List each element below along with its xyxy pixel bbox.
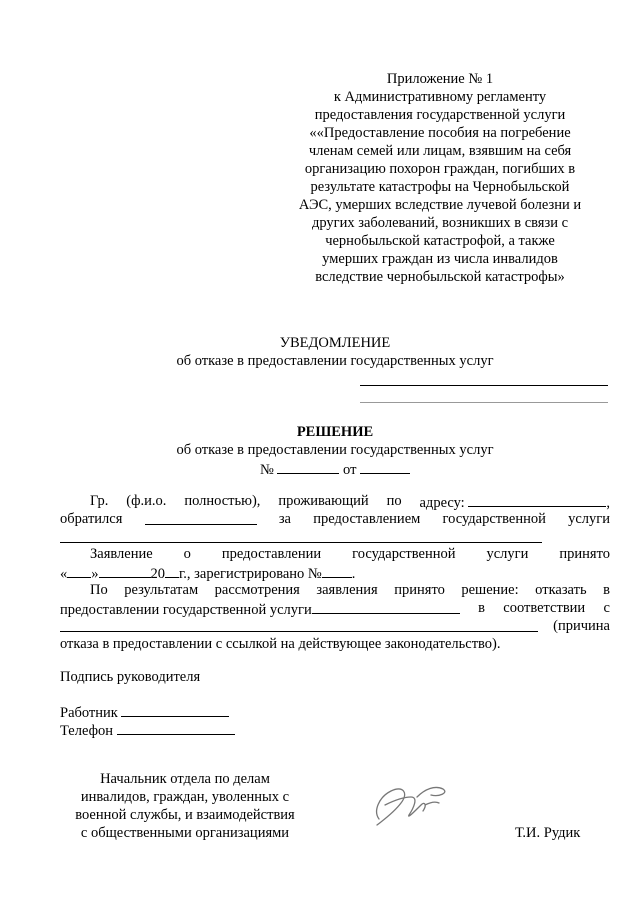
word: предоставлении (221, 546, 322, 562)
p3-line4: отказа в предоставлении с ссылкой на действующее законодательство). (60, 636, 501, 652)
word: отказать (535, 582, 587, 598)
word: за (278, 511, 291, 527)
position-line: военной службы, и взаимодействия (75, 807, 295, 823)
appendix-line: организацию похорон граждан, погибших в (304, 161, 576, 177)
appendix-line: других заболеваний, возникших в связи с (311, 215, 569, 231)
word: в (603, 582, 610, 598)
word: заявления (316, 582, 378, 598)
reason-blank (60, 617, 538, 632)
addressee-line (360, 385, 608, 386)
appendix-line: ««Предоставление пособия на погребение (309, 125, 571, 141)
p3-line2 (60, 599, 610, 619)
reg-number-blank (322, 563, 352, 578)
head-signature-label: Подпись руководителя (60, 669, 201, 685)
word: услуги (486, 546, 529, 562)
word: , (606, 495, 610, 511)
phone-label: Телефон (60, 723, 113, 739)
word: государственной (352, 546, 456, 562)
word: г., зарегистрировано № (179, 566, 322, 582)
p3-line1 (90, 581, 610, 599)
p1-line1 (90, 492, 610, 512)
word: по (386, 493, 402, 509)
official-name: Т.И. Рудик (515, 825, 581, 841)
word: « (60, 566, 68, 582)
address-blank (468, 492, 606, 507)
addressee-line-2 (360, 402, 608, 403)
decision-subtitle: об отказе в предоставлении государственных услуг (176, 442, 494, 458)
worker-label: Работник (60, 705, 118, 721)
word: 20 (150, 566, 165, 582)
p3-line3 (60, 617, 610, 637)
word: предоставлении государственной услуги (60, 602, 312, 618)
month-blank (99, 563, 151, 578)
notice-subtitle: об отказе в предоставлении государственных услуг (176, 353, 494, 369)
number-label: № (259, 462, 274, 478)
appendix-header (290, 70, 590, 286)
word: адресу: (419, 495, 465, 511)
address-blank-group (420, 492, 610, 512)
p2-line1 (90, 545, 610, 563)
appendix-line: АЭС, умерших вследствие лучевой болезни и (298, 197, 582, 213)
word: (ф.и.о. (126, 493, 167, 509)
service-line (60, 542, 542, 543)
position-line: инвалидов, граждан, уволенных с (80, 789, 290, 805)
p1-line2 (60, 510, 610, 528)
day-blank (67, 563, 91, 578)
service-blank (312, 599, 460, 614)
appendix-line: предоставления государственной услуги (314, 107, 566, 123)
word: предоставлением (313, 511, 421, 527)
word: принято (394, 582, 445, 598)
word: » (91, 566, 99, 582)
number-blank (277, 459, 339, 474)
worker-blank (121, 702, 229, 717)
handwritten-signature (365, 775, 455, 840)
word: государственной (442, 511, 546, 527)
word: По (90, 582, 108, 598)
word: рассмотрения (214, 582, 300, 598)
word: о (183, 546, 191, 562)
worker-line (60, 702, 229, 722)
word: результатам (124, 582, 199, 598)
word: с (603, 600, 610, 616)
appendix-line: к Административному регламенту (333, 89, 547, 105)
word: услуги (568, 511, 610, 527)
word: . (351, 566, 356, 582)
appendix-line: чернобыльской катастрофой, а также (325, 233, 555, 249)
year-blank (165, 563, 179, 578)
appendix-line: результате катастрофы на Чернобыльской (310, 179, 570, 195)
word: Заявление (90, 546, 153, 562)
word: решение: (461, 582, 519, 598)
official-position (55, 770, 315, 842)
date-blank (360, 459, 410, 474)
from-label: от (343, 462, 357, 478)
service-group (60, 599, 460, 619)
phone-blank (117, 720, 235, 735)
appendix-line: умерших граждан из числа инвалидов (322, 251, 558, 267)
decision-number-line (60, 459, 610, 479)
appendix-line: вследствие чернобыльской катастрофы» (315, 269, 565, 285)
position-line: Начальник отдела по делам (100, 771, 270, 787)
word: (причина (553, 618, 610, 634)
p2-line2 (60, 563, 355, 583)
notice-title: УВЕДОМЛЕНИЕ (279, 335, 391, 351)
word: принято (559, 546, 610, 562)
phone-line (60, 720, 235, 740)
word: Гр. (90, 493, 109, 509)
word: соответствии (503, 600, 586, 616)
applicant-blank (145, 510, 257, 525)
decision-title: РЕШЕНИЕ (296, 424, 374, 440)
appendix-line: членам семей или лицам, взявшим на себя (308, 143, 572, 159)
appendix-line: Приложение № 1 (386, 71, 494, 87)
word: в (478, 600, 485, 616)
word: обратился (60, 511, 123, 527)
word: полностью), (184, 493, 261, 509)
word: проживающий (278, 493, 369, 509)
position-line: с общественными организациями (80, 825, 290, 841)
